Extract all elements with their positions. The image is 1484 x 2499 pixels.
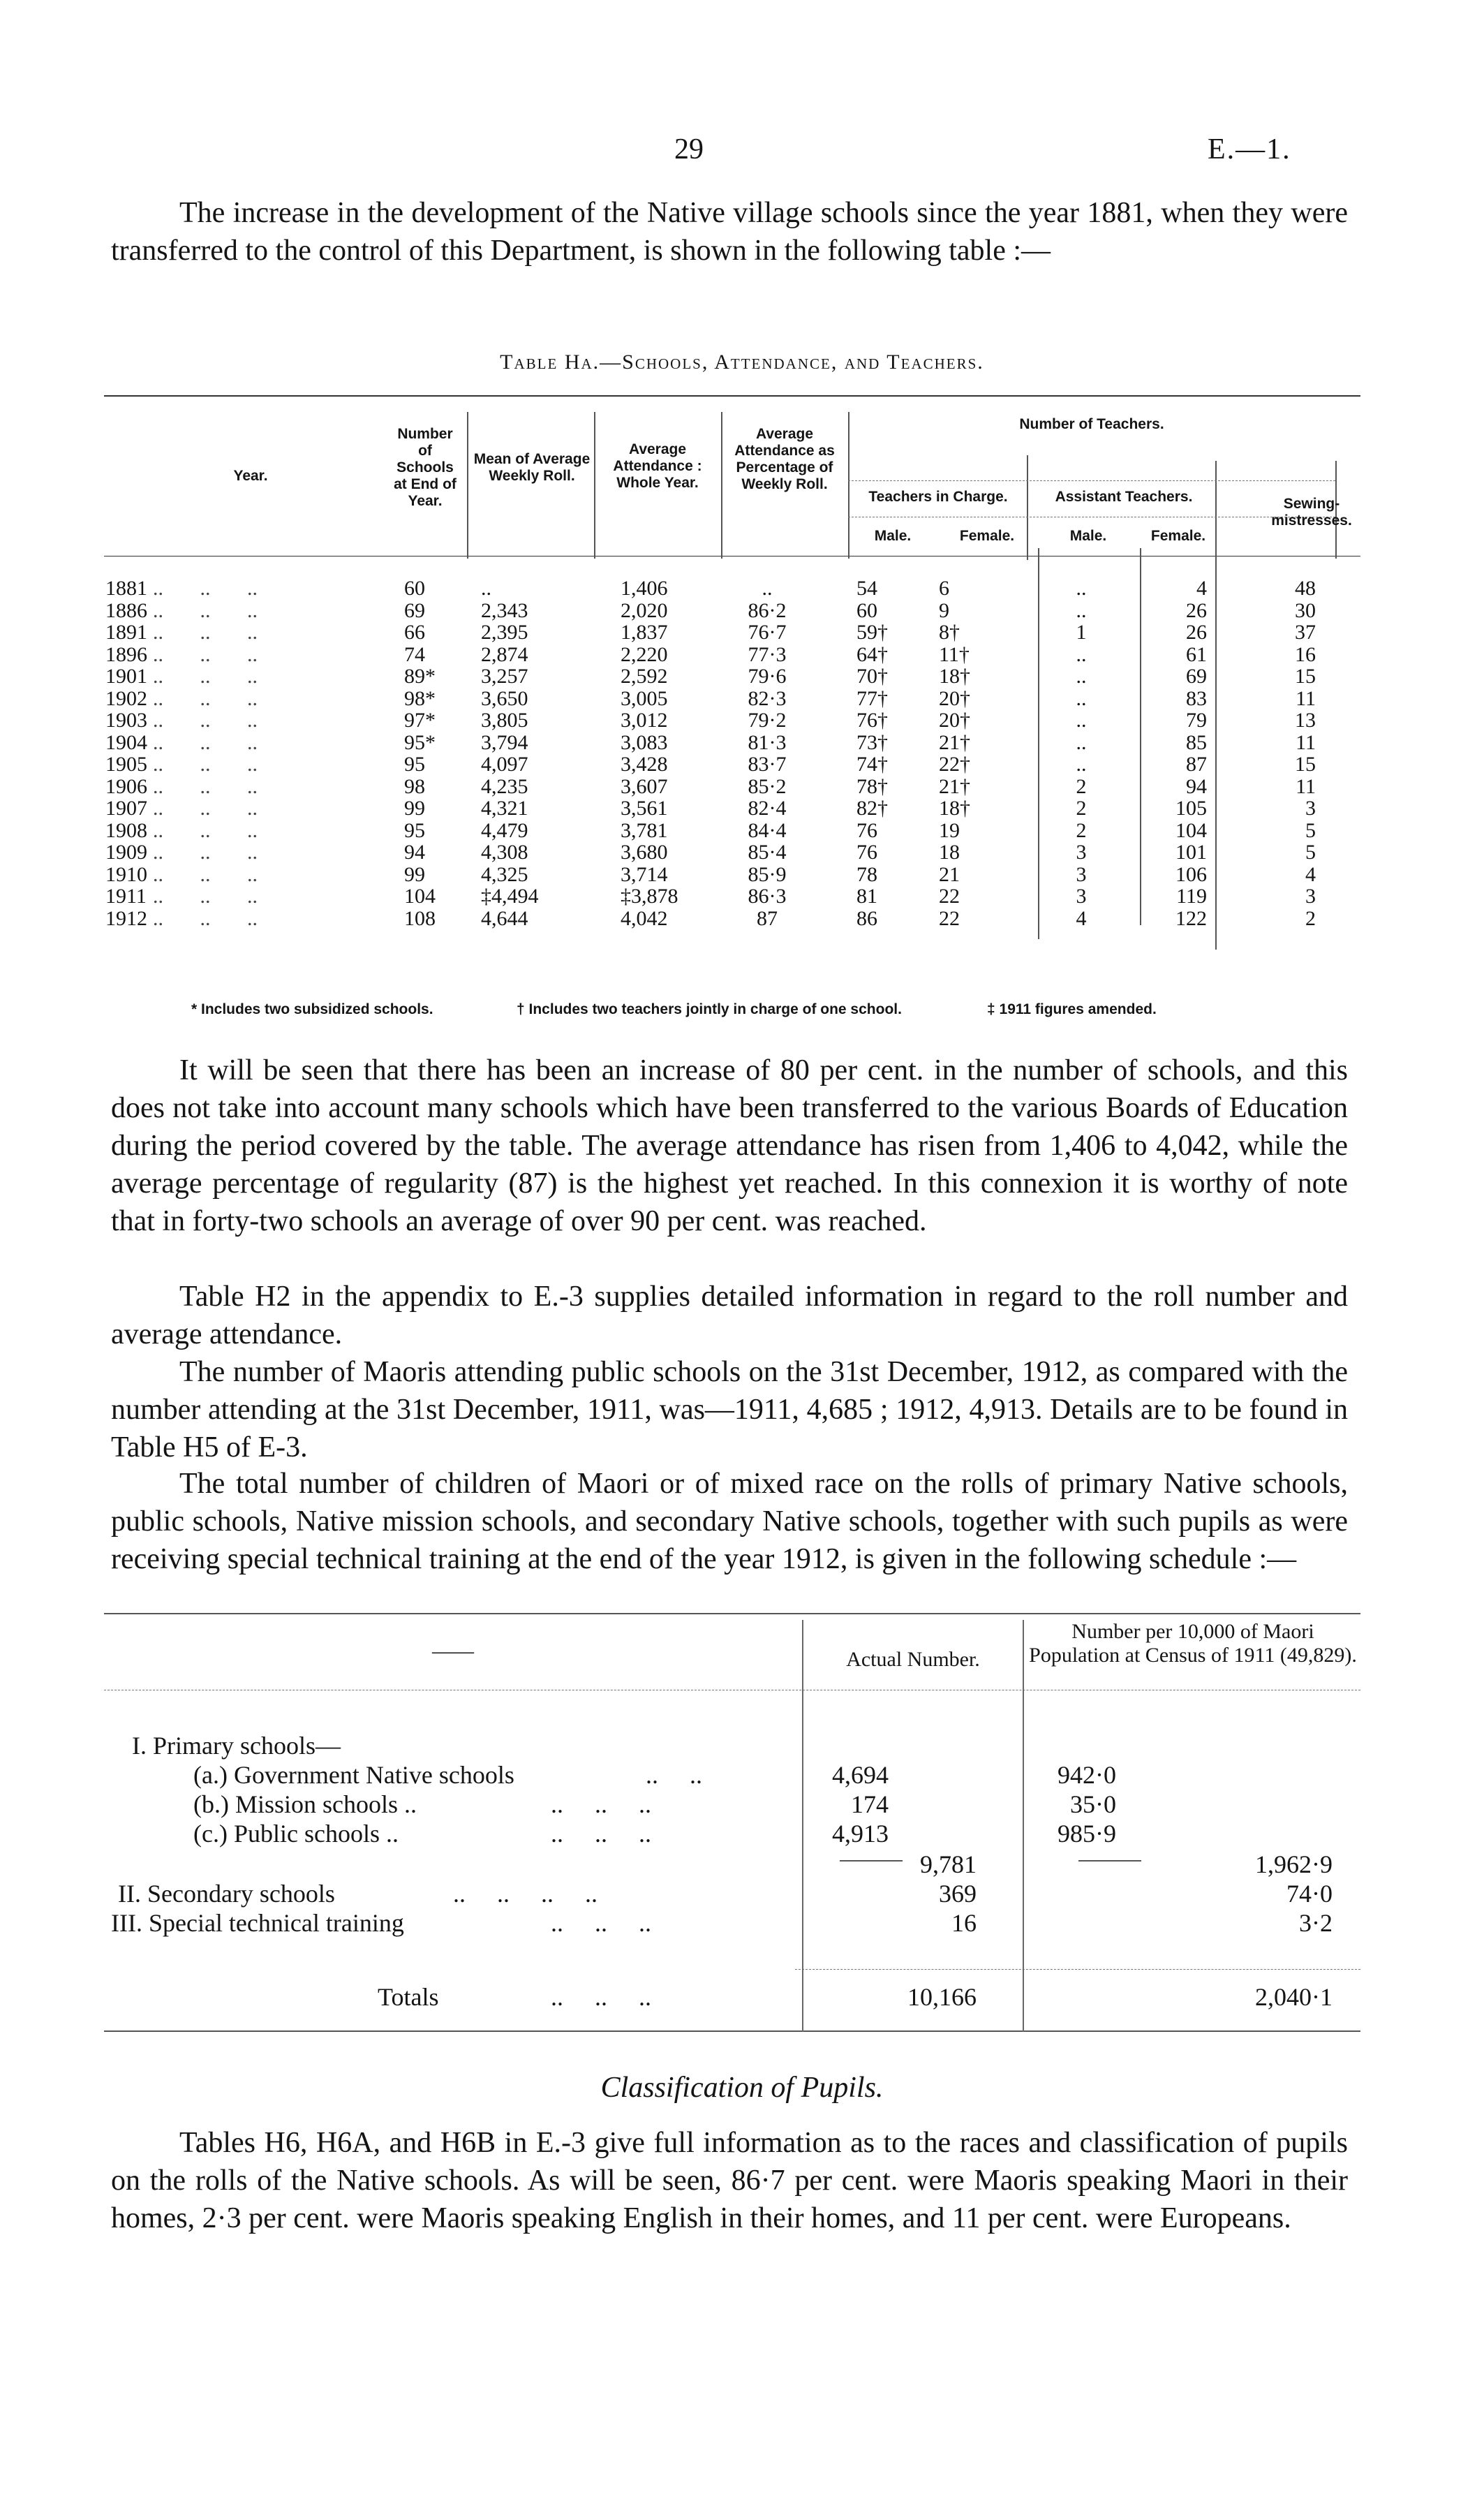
cell-pct: 76·7 — [748, 621, 787, 644]
header-female-assistant: Female. — [1150, 528, 1206, 544]
cell-m: 54 — [856, 577, 877, 600]
cell-am: .. — [1076, 709, 1087, 732]
cell-att: ‡3,878 — [621, 885, 678, 908]
cell-roll: 4,644 — [481, 906, 528, 930]
cell-m: 76 — [856, 841, 877, 864]
leader-dots: .. .. .. — [153, 686, 258, 710]
cell-m: 81 — [856, 885, 877, 908]
table-caption-prefix: Table Ha.— — [500, 351, 623, 374]
paragraph-public-schools: The number of Maoris attending public schools on the 31st December, 1912, as compared with the number attending at the 31st December, 1911, was—1911, 4,685 ; 1912, 4,913. Details are to be found in Table H5 of E-3. — [111, 1356, 1348, 1464]
cell-att: 3,714 — [621, 862, 668, 886]
cell-year: 1896 — [105, 642, 147, 666]
secondary-schools-rate: 74·0 — [1286, 1880, 1333, 1908]
leader-dots: .. .. .. — [153, 841, 258, 864]
cell-roll: 2,343 — [481, 598, 528, 622]
technical-training-label: III. Special technical training — [111, 1909, 404, 1937]
cell-roll: 2,874 — [481, 642, 528, 666]
mission-schools-label: (b.) Mission schools .. — [193, 1790, 417, 1818]
cell-year: 1908 — [105, 818, 147, 842]
cell-att: 4,042 — [621, 906, 668, 930]
cell-schools: 98* — [404, 686, 436, 710]
cell-am: .. — [1076, 577, 1087, 600]
cell-sew: 11 — [1296, 686, 1316, 710]
cell-am: .. — [1076, 642, 1087, 666]
leader-dots: .. .. .. — [153, 665, 258, 688]
table-caption — [0, 351, 1484, 374]
cell-sew: 2 — [1305, 906, 1316, 930]
cell-year: 1886 — [105, 598, 147, 622]
cell-roll: 4,479 — [481, 818, 528, 842]
cell-sew: 30 — [1295, 598, 1316, 622]
leader-dots: .. .. .. — [551, 1983, 651, 2011]
header-teachers-group: Number of Teachers. — [1019, 416, 1164, 432]
cell-m: 73† — [856, 730, 888, 754]
cell-am: 2 — [1076, 797, 1087, 820]
cell-sew: 11 — [1296, 730, 1316, 754]
cell-f: 20† — [939, 686, 970, 710]
cell-schools: 99 — [404, 862, 425, 886]
cell-af: 94 — [1186, 774, 1207, 798]
cell-year: 1891 — [105, 621, 147, 644]
cell-af: 61 — [1186, 642, 1207, 666]
cell-am: 3 — [1076, 862, 1087, 886]
cell-att: 3,781 — [621, 818, 668, 842]
cell-f: 11† — [939, 642, 970, 666]
cell-year: 1904 — [105, 730, 147, 754]
leader-dots: .. .. .. — [153, 730, 258, 754]
cell-af: 4 — [1196, 577, 1207, 600]
cell-att: 2,220 — [621, 642, 668, 666]
cell-pct: 82·4 — [748, 797, 787, 820]
totals-rate: 2,040·1 — [1255, 1983, 1333, 2011]
cell-f: 8† — [939, 621, 960, 644]
cell-pct: 79·2 — [748, 709, 787, 732]
header-roll: Mean of Average Weekly Roll. — [473, 451, 591, 484]
primary-schools-label: I. Primary schools— — [132, 1732, 341, 1760]
header-year: Year. — [233, 468, 268, 484]
cell-am: .. — [1076, 598, 1087, 622]
cell-roll: 4,325 — [481, 862, 528, 886]
totals-number: 10,166 — [907, 1983, 977, 2011]
header-male: Male. — [874, 528, 912, 544]
document-reference: E.—1. — [1208, 133, 1291, 165]
leader-dots: .. .. .. — [153, 862, 258, 886]
secondary-schools-label: II. Secondary schools — [118, 1880, 335, 1908]
cell-year: 1902 — [105, 686, 147, 710]
cell-am: .. — [1076, 753, 1087, 776]
col-divider — [721, 412, 722, 559]
cell-year: 1907 — [105, 797, 147, 820]
cell-af: 26 — [1186, 598, 1207, 622]
cell-m: 78 — [856, 862, 877, 886]
cell-sew: 4 — [1305, 862, 1316, 886]
cell-year: 1912 — [105, 906, 147, 930]
cell-att: 3,428 — [621, 753, 668, 776]
cell-year: 1906 — [105, 774, 147, 798]
schedule-col3-header: Number per 10,000 of Maori Population at Census of 1911 (49,829). — [1029, 1620, 1357, 1667]
schedule-totals-rule — [795, 1969, 1360, 1970]
public-schools-number: 4,913 — [832, 1820, 889, 1848]
cell-sew: 5 — [1305, 818, 1316, 842]
cell-schools: 98 — [404, 774, 425, 798]
header-assistant: Assistant Teachers. — [1055, 489, 1193, 505]
cell-schools: 66 — [404, 621, 425, 644]
cell-m: 60 — [856, 598, 877, 622]
leader-dots: .. .. .. — [153, 818, 258, 842]
col-divider — [467, 412, 468, 559]
cell-m: 74† — [856, 753, 888, 776]
cell-year: 1901 — [105, 665, 147, 688]
cell-f: 21† — [939, 730, 970, 754]
cell-af: 101 — [1175, 841, 1207, 864]
cell-roll: 4,308 — [481, 841, 528, 864]
cell-sew: 37 — [1295, 621, 1316, 644]
leader-dots: .. .. .. — [153, 709, 258, 732]
cell-af: 26 — [1186, 621, 1207, 644]
schedule-top-rule — [104, 1613, 1360, 1614]
cell-roll: 4,097 — [481, 753, 528, 776]
cell-roll: .. — [481, 577, 491, 600]
cell-sew: 15 — [1295, 665, 1316, 688]
col-divider — [594, 412, 595, 559]
leader-dots: .. .. .. .. — [453, 1880, 598, 1908]
government-native-label: (a.) Government Native schools — [193, 1761, 514, 1789]
leader-dots: .. .. .. — [153, 577, 258, 600]
leader-dots: .. .. .. — [153, 885, 258, 908]
footnote-subsidized: * Includes two subsidized schools. — [191, 1001, 433, 1017]
cell-m: 76 — [856, 818, 877, 842]
cell-sew: 11 — [1296, 774, 1316, 798]
cell-m: 77† — [856, 686, 888, 710]
cell-schools: 95 — [404, 753, 425, 776]
leader-dots: .. .. — [646, 1761, 702, 1789]
cell-sew: 13 — [1295, 709, 1316, 732]
col-divider — [1140, 548, 1141, 925]
cell-sew: 5 — [1305, 841, 1316, 864]
cell-pct: 87 — [757, 906, 778, 930]
schedule-table — [104, 1606, 1360, 2039]
cell-pct: 86·3 — [748, 885, 787, 908]
page-number: 29 — [674, 133, 704, 165]
cell-schools: 108 — [404, 906, 436, 930]
primary-total-number: 9,781 — [920, 1850, 977, 1878]
classification-heading: Classification of Pupils. — [600, 2072, 884, 2104]
footnote-jointly: † Includes two teachers jointly in charge of one school. — [517, 1001, 902, 1017]
cell-att: 2,592 — [621, 665, 668, 688]
cell-am: 1 — [1076, 621, 1087, 644]
cell-roll: 4,235 — [481, 774, 528, 798]
cell-pct: 85·4 — [748, 841, 787, 864]
cell-af: 69 — [1186, 665, 1207, 688]
cell-pct: 83·7 — [748, 753, 787, 776]
cell-att: 1,406 — [621, 577, 668, 600]
cell-af: 83 — [1186, 686, 1207, 710]
cell-f: 21† — [939, 774, 970, 798]
cell-am: 2 — [1076, 774, 1087, 798]
cell-m: 70† — [856, 665, 888, 688]
cell-year: 1911 — [105, 885, 147, 908]
header-female: Female. — [959, 528, 1015, 544]
cell-pct: 85·2 — [748, 774, 787, 798]
cell-schools: 95 — [404, 818, 425, 842]
cell-f: 22† — [939, 753, 970, 776]
schedule-col2-header: Actual Number. — [846, 1648, 980, 1671]
cell-roll: 3,794 — [481, 730, 528, 754]
cell-f: 22 — [939, 906, 960, 930]
table-caption-title: Schools, Attendance, and Teachers. — [622, 351, 984, 374]
cell-am: 4 — [1076, 906, 1087, 930]
leader-dots: .. .. .. — [153, 906, 258, 930]
header-percentage: Average Attendance as Percentage of Weekly Roll. — [734, 426, 835, 492]
cell-m: 82† — [856, 797, 888, 820]
cell-pct: 77·3 — [748, 642, 787, 666]
cell-sew: 3 — [1305, 797, 1316, 820]
cell-year: 1910 — [105, 862, 147, 886]
cell-af: 122 — [1175, 906, 1207, 930]
cell-sew: 48 — [1295, 577, 1316, 600]
leader-dots: .. .. .. — [153, 774, 258, 798]
technical-training-rate: 3·2 — [1299, 1909, 1333, 1937]
cell-am: .. — [1076, 665, 1087, 688]
cell-year: 1903 — [105, 709, 147, 732]
leader-dots: .. .. .. — [153, 753, 258, 776]
cell-pct: 82·3 — [748, 686, 787, 710]
cell-pct: 86·2 — [748, 598, 787, 622]
leader-dots: .. .. .. — [153, 797, 258, 820]
schedule-col-divider — [802, 1620, 803, 2032]
cell-m: 59† — [856, 621, 888, 644]
cell-m: 76† — [856, 709, 888, 732]
schedule-col1-header: —— — [432, 1639, 474, 1663]
cell-year: 1905 — [105, 753, 147, 776]
cell-schools: 97* — [404, 709, 436, 732]
cell-roll: 4,321 — [481, 797, 528, 820]
leader-dots: .. .. .. — [153, 621, 258, 644]
header-schools: Number of Schools at End of Year. — [394, 426, 457, 509]
cell-pct: 79·6 — [748, 665, 787, 688]
footnote-amended: ‡ 1911 figures amended. — [987, 1001, 1157, 1017]
cell-af: 85 — [1186, 730, 1207, 754]
cell-att: 3,561 — [621, 797, 668, 820]
cell-af: 119 — [1176, 885, 1207, 908]
paragraph-classification: Tables H6, H6A, and H6B in E.-3 give full information as to the races and classification of pupils on the rolls of the Native schools. As will be seen, 86·7 per cent. were Maoris speaking Maori in their homes, 2·3 per cent. were Maoris speaking English in their homes, and 11 per cent. were Europeans. — [111, 2127, 1348, 2234]
cell-att: 2,020 — [621, 598, 668, 622]
government-native-number: 4,694 — [832, 1761, 889, 1789]
cell-roll: ‡4,494 — [481, 885, 539, 908]
leader-dots: .. .. .. — [153, 598, 258, 622]
paragraph-total-children: The total number of children of Maori or of mixed race on the rolls of primary Native schools, public schools, Native mission schools, and secondary Native schools, together with such pupils as were receiving special technical training at the end of the year 1912, is given in the following schedule :— — [111, 1468, 1348, 1575]
cell-sew: 3 — [1305, 885, 1316, 908]
leader-dots: .. .. .. — [551, 1820, 651, 1848]
header-attendance: Average Attendance : Whole Year. — [613, 441, 702, 491]
cell-am: .. — [1076, 686, 1087, 710]
mission-schools-number: 174 — [851, 1790, 889, 1818]
cell-f: 22 — [939, 885, 960, 908]
cell-f: 18† — [939, 797, 970, 820]
col-divider — [848, 412, 849, 559]
government-native-rate: 942·0 — [1058, 1761, 1116, 1789]
cell-att: 3,083 — [621, 730, 668, 754]
technical-training-number: 16 — [951, 1909, 977, 1937]
cell-m: 64† — [856, 642, 888, 666]
cell-am: 3 — [1076, 841, 1087, 864]
cell-att: 3,607 — [621, 774, 668, 798]
cell-m: 78† — [856, 774, 888, 798]
cell-att: 3,680 — [621, 841, 668, 864]
cell-schools: 69 — [404, 598, 425, 622]
cell-year: 1881 — [105, 577, 147, 600]
header-in-charge: Teachers in Charge. — [868, 489, 1008, 505]
cell-am: 3 — [1076, 885, 1087, 908]
public-schools-rate: 985·9 — [1058, 1820, 1116, 1848]
cell-roll: 3,650 — [481, 686, 528, 710]
cell-schools: 99 — [404, 797, 425, 820]
cell-att: 3,012 — [621, 709, 668, 732]
group-rule — [848, 480, 1335, 481]
page-header — [0, 133, 1484, 175]
cell-am: .. — [1076, 730, 1087, 754]
subtotal-rule — [1078, 1860, 1141, 1862]
cell-sew: 16 — [1295, 642, 1316, 666]
cell-year: 1909 — [105, 841, 147, 864]
cell-schools: 94 — [404, 841, 425, 864]
cell-af: 105 — [1175, 797, 1207, 820]
cell-pct: .. — [762, 577, 773, 600]
cell-pct: 81·3 — [748, 730, 787, 754]
intro-paragraph: The increase in the development of the Native village schools since the year 1881, when they were transferred to the control of this Department, is shown in the following table :— — [111, 197, 1348, 267]
cell-f: 9 — [939, 598, 949, 622]
paragraph-increase: It will be seen that there has been an increase of 80 per cent. in the number of schools, and this does not take into account many schools which have been transferred to the various Boards of Education during the period covered by the table. The average attendance has risen from 1,406 to 4,042, while the average percentage of regularity (87) is the highest yet reached. In this connexion it is worthy of note that in forty-two schools an average of over 90 per cent. was reached. — [111, 1054, 1348, 1237]
schedule-col-divider — [1023, 1620, 1024, 2032]
cell-f: 18 — [939, 841, 960, 864]
paragraph-table-h2: Table H2 in the appendix to E.-3 supplies detailed information in regard to the roll number and average attendance. — [111, 1281, 1348, 1350]
cell-att: 1,837 — [621, 621, 668, 644]
mission-schools-rate: 35·0 — [1070, 1790, 1116, 1818]
cell-f: 20† — [939, 709, 970, 732]
cell-af: 104 — [1175, 818, 1207, 842]
cell-af: 106 — [1175, 862, 1207, 886]
cell-sew: 15 — [1295, 753, 1316, 776]
header-male-assistant: Male. — [1069, 528, 1107, 544]
cell-pct: 84·4 — [748, 818, 787, 842]
cell-roll: 2,395 — [481, 621, 528, 644]
cell-f: 19 — [939, 818, 960, 842]
cell-schools: 95* — [404, 730, 436, 754]
header-sewing: Sewing-mistresses. — [1271, 496, 1352, 529]
cell-roll: 3,257 — [481, 665, 528, 688]
totals-label: Totals — [378, 1983, 439, 2011]
cell-att: 3,005 — [621, 686, 668, 710]
cell-f: 18† — [939, 665, 970, 688]
cell-pct: 85·9 — [748, 862, 787, 886]
cell-schools: 60 — [404, 577, 425, 600]
cell-schools: 89* — [404, 665, 436, 688]
leader-dots: .. .. .. — [153, 642, 258, 666]
secondary-schools-number: 369 — [939, 1880, 977, 1908]
leader-dots: .. .. .. — [551, 1909, 651, 1937]
leader-dots: .. .. .. — [551, 1790, 651, 1818]
cell-schools: 74 — [404, 642, 425, 666]
cell-f: 21 — [939, 862, 960, 886]
cell-am: 2 — [1076, 818, 1087, 842]
cell-roll: 3,805 — [481, 709, 528, 732]
schedule-bottom-rule — [104, 2030, 1360, 2032]
cell-af: 87 — [1186, 753, 1207, 776]
cell-f: 6 — [939, 577, 949, 600]
public-schools-label: (c.) Public schools .. — [193, 1820, 399, 1848]
primary-total-rate: 1,962·9 — [1255, 1850, 1333, 1878]
cell-af: 79 — [1186, 709, 1207, 732]
cell-m: 86 — [856, 906, 877, 930]
cell-schools: 104 — [404, 885, 436, 908]
table-top-rule — [104, 395, 1360, 397]
schools-attendance-teachers-table — [104, 391, 1360, 1019]
